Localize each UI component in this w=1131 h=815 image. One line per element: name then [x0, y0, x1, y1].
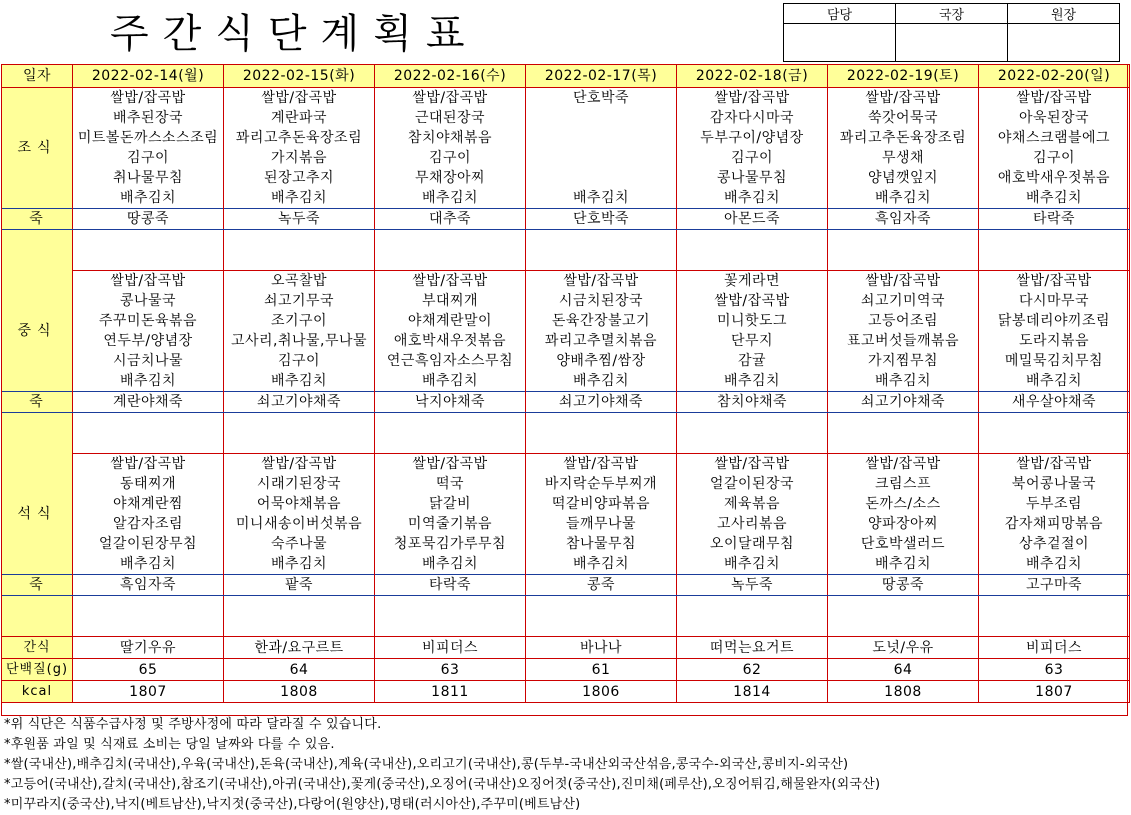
menu-cell: 배추김치: [828, 554, 979, 575]
blank-cell: [526, 596, 677, 617]
protein-cell: 62: [677, 659, 828, 681]
protein-cell: 63: [979, 659, 1130, 681]
approval-label-head: 원장: [1008, 4, 1120, 24]
dinner-row: [2, 494, 1130, 514]
menu-cell: 알감자조림: [73, 514, 224, 534]
lunch-row: [2, 331, 1130, 351]
menu-cell: 상추겉절이: [979, 534, 1130, 554]
approval-box: [783, 3, 1120, 62]
snack-cell: 도넛/우유: [828, 637, 979, 659]
note-line: *미꾸라지(중국산),낙지(베트남산),낙지젓(중국산),다랑어(원양산),명태(러시아산),주꾸미(베트남산): [4, 797, 581, 812]
date-cell: 2022-02-20(일): [979, 65, 1130, 88]
blank-row: [2, 433, 1130, 454]
menu-cell: 참치야채볶음: [375, 128, 526, 148]
menu-cell: 계란파국: [224, 108, 375, 128]
menu-cell: 단호박죽: [526, 88, 677, 109]
blank-cell: [979, 250, 1130, 271]
dinner-row: [2, 514, 1130, 534]
porridge-cell: 콩죽: [526, 575, 677, 596]
protein-cell: 65: [73, 659, 224, 681]
menu-cell: 꽈리고추돈육장조림: [828, 128, 979, 148]
menu-cell: [526, 148, 677, 168]
menu-cell: 야채계란말이: [375, 311, 526, 331]
menu-cell: 꽈리고추돈육장조림: [224, 128, 375, 148]
menu-cell: 쌀밥/잡곡밥: [979, 271, 1130, 292]
menu-cell: 오이달래무침: [677, 534, 828, 554]
blank-row: [2, 250, 1130, 271]
blank-cell: [526, 250, 677, 271]
date-cell: 2022-02-19(토): [828, 65, 979, 88]
blank-cell: [526, 616, 677, 637]
menu-cell: 배추김치: [375, 188, 526, 209]
menu-cell: 꽈리고추멸치볶음: [526, 331, 677, 351]
protein-label: 단백질(g): [2, 659, 73, 681]
blank-cell: [73, 616, 224, 637]
blank-cell: [224, 250, 375, 271]
porridge-cell: 녹두죽: [224, 209, 375, 230]
porridge-cell: 흑임자죽: [828, 209, 979, 230]
breakfast-row: [2, 148, 1130, 168]
menu-cell: 들깨무나물: [526, 514, 677, 534]
menu-cell: 단호박샐러드: [828, 534, 979, 554]
porridge-cell: 흑임자죽: [73, 575, 224, 596]
blank-row: [2, 616, 1130, 637]
menu-cell: 얼갈이된장무침: [73, 534, 224, 554]
blank-row: [2, 230, 1130, 251]
dinner-label: 석식: [2, 454, 73, 575]
kcal-cell: 1807: [979, 681, 1130, 703]
snack-cell: 비피더스: [375, 637, 526, 659]
menu-cell: 쌀밥/잡곡밥: [73, 454, 224, 475]
menu-cell: 양배추찜/쌈장: [526, 351, 677, 371]
menu-cell: 배추김치: [677, 188, 828, 209]
blank-cell: [828, 433, 979, 454]
menu-table: [1, 64, 1130, 703]
menu-cell: 제육볶음: [677, 494, 828, 514]
blank-label: [2, 413, 73, 454]
blank-cell: [375, 230, 526, 251]
blank-row: [2, 596, 1130, 617]
kcal-cell: 1808: [828, 681, 979, 703]
menu-cell: 쌀밥/잡곡밥: [73, 271, 224, 292]
menu-cell: 쌀밥/잡곡밥: [224, 454, 375, 475]
menu-cell: 쌀밥/잡곡밥: [526, 454, 677, 475]
menu-cell: 배추김치: [526, 554, 677, 575]
menu-cell: 미역줄기볶음: [375, 514, 526, 534]
menu-cell: 단무지: [677, 331, 828, 351]
note-line: *고등어(국내산),갈치(국내산),참조기(국내산),아귀(국내산),꽃게(중국산),오징어(국내산)오징어젓(중국산),진미채(페루산),오징어튀김,해물완자(외국산): [4, 777, 881, 792]
note-line: *위 식단은 식품수급사정 및 주방사정에 따라 달라질 수 있습니다.: [4, 717, 382, 732]
kcal-cell: 1811: [375, 681, 526, 703]
menu-cell: 된장고추지: [224, 168, 375, 188]
menu-cell: 콩나물국: [73, 291, 224, 311]
menu-cell: 시금치된장국: [526, 291, 677, 311]
approval-sign-director[interactable]: [896, 24, 1008, 62]
blank-cell: [73, 230, 224, 251]
blank-cell: [375, 433, 526, 454]
menu-cell: 미트볼돈까스소스조림: [73, 128, 224, 148]
menu-cell: 쌀밥/잡곡밥: [526, 271, 677, 292]
menu-cell: 다시마무국: [979, 291, 1130, 311]
snack-cell: 딸기우유: [73, 637, 224, 659]
menu-cell: 돈까스/소스: [828, 494, 979, 514]
menu-cell: 배추김치: [224, 554, 375, 575]
menu-cell: 동태찌개: [73, 474, 224, 494]
menu-cell: 바지락순두부찌개: [526, 474, 677, 494]
date-cell: 2022-02-15(화): [224, 65, 375, 88]
lunch-row: [2, 351, 1130, 371]
blank-cell: [73, 413, 224, 434]
menu-cell: 배추김치: [979, 188, 1130, 209]
menu-cell: 김구이: [224, 351, 375, 371]
porridge-cell: 계란야채죽: [73, 392, 224, 413]
header-row: [2, 65, 1130, 88]
snack-cell: 떠먹는요거트: [677, 637, 828, 659]
menu-cell: 배추김치: [979, 371, 1130, 392]
menu-cell: 닭갈비: [375, 494, 526, 514]
porridge-cell: 쇠고기야채죽: [526, 392, 677, 413]
blank-cell: [224, 230, 375, 251]
lunch-porridge-row: [2, 392, 1130, 413]
menu-cell: 배추김치: [73, 554, 224, 575]
menu-cell: 김구이: [677, 148, 828, 168]
blank-label: [2, 230, 73, 271]
menu-cell: 북어콩나물국: [979, 474, 1130, 494]
porridge-cell: 타락죽: [979, 209, 1130, 230]
blank-cell: [677, 250, 828, 271]
dinner-row: [2, 454, 1130, 475]
porridge-cell: 아몬드죽: [677, 209, 828, 230]
menu-cell: 감자다시마국: [677, 108, 828, 128]
menu-cell: 쇠고기무국: [224, 291, 375, 311]
blank-cell: [73, 433, 224, 454]
approval-sign-staff[interactable]: [784, 24, 896, 62]
menu-cell: 연두부/양념장: [73, 331, 224, 351]
blank-cell: [224, 616, 375, 637]
menu-cell: 배추김치: [73, 371, 224, 392]
lunch-row: [2, 371, 1130, 392]
menu-cell: 미니핫도그: [677, 311, 828, 331]
kcal-cell: 1808: [224, 681, 375, 703]
blank-cell: [828, 250, 979, 271]
menu-cell: 김구이: [73, 148, 224, 168]
menu-cell: 크림스프: [828, 474, 979, 494]
blank-cell: [828, 616, 979, 637]
menu-cell: [526, 168, 677, 188]
menu-cell: 숙주나물: [224, 534, 375, 554]
blank-cell: [526, 230, 677, 251]
menu-cell: 배추김치: [526, 188, 677, 209]
menu-cell: 두부구이/양념장: [677, 128, 828, 148]
lunch-label: 중식: [2, 271, 73, 392]
kcal-cell: 1814: [677, 681, 828, 703]
menu-cell: 배추김치: [375, 371, 526, 392]
lunch-row: [2, 291, 1130, 311]
menu-cell: 떡국: [375, 474, 526, 494]
menu-cell: 김구이: [375, 148, 526, 168]
menu-cell: 쑥갓어묵국: [828, 108, 979, 128]
menu-cell: 오곡찰밥: [224, 271, 375, 292]
approval-label-director: 국장: [896, 4, 1008, 24]
menu-cell: 쌀밥/잡곡밥: [828, 454, 979, 475]
blank-cell: [526, 433, 677, 454]
blank-cell: [73, 250, 224, 271]
blank-cell: [375, 616, 526, 637]
snack-cell: 한과/요구르트: [224, 637, 375, 659]
porridge-cell: 새우살야채죽: [979, 392, 1130, 413]
menu-cell: 부대찌개: [375, 291, 526, 311]
menu-cell: 어묵야채볶음: [224, 494, 375, 514]
porridge-cell: 땅콩죽: [73, 209, 224, 230]
blank-cell: [677, 230, 828, 251]
blank-cell: [224, 433, 375, 454]
menu-cell: 쌀밥/잡곡밥: [828, 88, 979, 109]
breakfast-row: [2, 188, 1130, 209]
breakfast-row: [2, 128, 1130, 148]
porridge-cell: 단호박죽: [526, 209, 677, 230]
menu-cell: 시금치나물: [73, 351, 224, 371]
menu-cell: 조기구이: [224, 311, 375, 331]
menu-cell: 청포묵김가루무침: [375, 534, 526, 554]
porridge-cell: 대추죽: [375, 209, 526, 230]
blank-cell: [979, 433, 1130, 454]
menu-cell: 쌀밥/잡곡밥: [73, 88, 224, 109]
date-cell: 2022-02-14(월): [73, 65, 224, 88]
menu-cell: 메밀묵김치무침: [979, 351, 1130, 371]
blank-cell: [677, 616, 828, 637]
menu-cell: 배추김치: [224, 371, 375, 392]
blank-cell: [828, 413, 979, 434]
menu-cell: 쌀밥/잡곡밥: [979, 88, 1130, 109]
menu-cell: 참나물무침: [526, 534, 677, 554]
kcal-cell: 1806: [526, 681, 677, 703]
menu-cell: 두부조림: [979, 494, 1130, 514]
dinner-porridge-row: [2, 575, 1130, 596]
blank-cell: [677, 596, 828, 617]
menu-cell: 애호박새우젓볶음: [375, 331, 526, 351]
menu-cell: 쇠고기미역국: [828, 291, 979, 311]
menu-cell: 배추김치: [73, 188, 224, 209]
menu-cell: [526, 128, 677, 148]
menu-cell: 떡갈비양파볶음: [526, 494, 677, 514]
page-title: 주간식단계획표: [110, 11, 479, 57]
dinner-row: [2, 534, 1130, 554]
protein-cell: 61: [526, 659, 677, 681]
porridge-cell: 쇠고기야채죽: [224, 392, 375, 413]
blank-cell: [375, 596, 526, 617]
menu-cell: 주꾸미돈육볶음: [73, 311, 224, 331]
menu-cell: 아욱된장국: [979, 108, 1130, 128]
dinner-row: [2, 474, 1130, 494]
date-cell: 2022-02-18(금): [677, 65, 828, 88]
lunch-row: [2, 271, 1130, 292]
menu-cell: 무생채: [828, 148, 979, 168]
porridge-cell: 낙지야채죽: [375, 392, 526, 413]
menu-cell: 배추김치: [224, 188, 375, 209]
breakfast-row: [2, 108, 1130, 128]
breakfast-row: [2, 168, 1130, 188]
menu-cell: 미니새송이버섯볶음: [224, 514, 375, 534]
blank-cell: [979, 230, 1130, 251]
blank-cell: [828, 596, 979, 617]
blank-cell: [979, 596, 1130, 617]
menu-cell: 꽃게라면: [677, 271, 828, 292]
blank-cell: [979, 616, 1130, 637]
menu-cell: 쌀밥/잡곡밥: [375, 271, 526, 292]
menu-cell: 양파장아찌: [828, 514, 979, 534]
menu-cell: 쌀밥/잡곡밥: [375, 454, 526, 475]
menu-cell: 가지찜무침: [828, 351, 979, 371]
menu-cell: 얼갈이된장국: [677, 474, 828, 494]
protein-cell: 64: [224, 659, 375, 681]
menu-cell: 배추김치: [677, 371, 828, 392]
menu-cell: 연근흑임자소스무침: [375, 351, 526, 371]
date-label: 일자: [2, 65, 73, 88]
snack-cell: 바나나: [526, 637, 677, 659]
blank-cell: [375, 413, 526, 434]
menu-cell: 배추김치: [828, 188, 979, 209]
date-cell: 2022-02-16(수): [375, 65, 526, 88]
porridge-cell: 팥죽: [224, 575, 375, 596]
porridge-cell: 쇠고기야채죽: [828, 392, 979, 413]
menu-cell: 쌀밥/잡곡밥: [677, 454, 828, 475]
protein-cell: 63: [375, 659, 526, 681]
menu-cell: 고등어조림: [828, 311, 979, 331]
note-line: *쌀(국내산),배추김치(국내산),우육(국내산),돈육(국내산),계육(국내산),오리고기(국내산),콩(두부-국내산외국산섞음,콩국수-외국산,콩비지-외국산): [4, 757, 849, 772]
menu-cell: 가지볶음: [224, 148, 375, 168]
menu-cell: 애호박새우젓볶음: [979, 168, 1130, 188]
menu-cell: 감귤: [677, 351, 828, 371]
menu-cell: 배추김치: [828, 371, 979, 392]
porridge-label: 죽: [2, 575, 73, 596]
date-cell: 2022-02-17(목): [526, 65, 677, 88]
menu-cell: 무채장아찌: [375, 168, 526, 188]
blank-cell: [375, 250, 526, 271]
note-line: *후원품 과일 및 식재료 소비는 당일 날짜와 다를 수 있음.: [4, 737, 335, 752]
notes: [4, 715, 1124, 815]
menu-cell: 근대된장국: [375, 108, 526, 128]
blank-cell: [979, 413, 1130, 434]
porridge-label: 죽: [2, 209, 73, 230]
porridge-cell: 고구마죽: [979, 575, 1130, 596]
menu-cell: 시래기된장국: [224, 474, 375, 494]
blank-cell: [677, 413, 828, 434]
kcal-row: [2, 681, 1130, 703]
porridge-cell: 땅콩죽: [828, 575, 979, 596]
porridge-cell: 타락죽: [375, 575, 526, 596]
porridge-cell: 참치야채죽: [677, 392, 828, 413]
menu-cell: 표고버섯들깨볶음: [828, 331, 979, 351]
menu-cell: 감자채피망볶음: [979, 514, 1130, 534]
breakfast-row: [2, 88, 1130, 109]
menu-cell: 쌀밥/잡곡밥: [979, 454, 1130, 475]
blank-cell: [224, 413, 375, 434]
porridge-label: 죽: [2, 392, 73, 413]
menu-cell: 고사리볶음: [677, 514, 828, 534]
menu-cell: 쌀밥/잡곡밥: [828, 271, 979, 292]
blank-cell: [677, 433, 828, 454]
blank-cell: [828, 230, 979, 251]
lunch-row: [2, 311, 1130, 331]
menu-cell: 돈육간장불고기: [526, 311, 677, 331]
menu-cell: 고사리,취나물,무나물: [224, 331, 375, 351]
snack-cell: 비피더스: [979, 637, 1130, 659]
blank-row: [2, 413, 1130, 434]
blank-label: [2, 596, 73, 637]
blank-cell: [526, 413, 677, 434]
menu-cell: 배추된장국: [73, 108, 224, 128]
menu-cell: 취나물무침: [73, 168, 224, 188]
kcal-cell: 1807: [73, 681, 224, 703]
approval-label-staff: 담당: [784, 4, 896, 24]
menu-cell: 배추김치: [375, 554, 526, 575]
menu-cell: 쌀밥/잡곡밥: [677, 291, 828, 311]
menu-cell: 배추김치: [526, 371, 677, 392]
menu-cell: 닭봉데리야끼조림: [979, 311, 1130, 331]
breakfast-label: 조식: [2, 88, 73, 209]
kcal-label: kcal: [2, 681, 73, 703]
protein-cell: 64: [828, 659, 979, 681]
blank-cell: [73, 596, 224, 617]
porridge-cell: 녹두죽: [677, 575, 828, 596]
approval-sign-head[interactable]: [1008, 24, 1120, 62]
menu-cell: 김구이: [979, 148, 1130, 168]
menu-cell: 야채스크램블에그: [979, 128, 1130, 148]
menu-cell: 콩나물무침: [677, 168, 828, 188]
menu-cell: 야채계란찜: [73, 494, 224, 514]
menu-cell: 쌀밥/잡곡밥: [375, 88, 526, 109]
menu-cell: 도라지볶음: [979, 331, 1130, 351]
blank-cell: [224, 596, 375, 617]
menu-cell: 쌀밥/잡곡밥: [224, 88, 375, 109]
snack-label: 간식: [2, 637, 73, 659]
menu-cell: 배추김치: [677, 554, 828, 575]
menu-cell: [526, 108, 677, 128]
snack-row: [2, 637, 1130, 659]
dinner-row: [2, 554, 1130, 575]
menu-cell: 양념깻잎지: [828, 168, 979, 188]
menu-cell: 쌀밥/잡곡밥: [677, 88, 828, 109]
menu-cell: 배추김치: [979, 554, 1130, 575]
protein-row: [2, 659, 1130, 681]
breakfast-porridge-row: [2, 209, 1130, 230]
